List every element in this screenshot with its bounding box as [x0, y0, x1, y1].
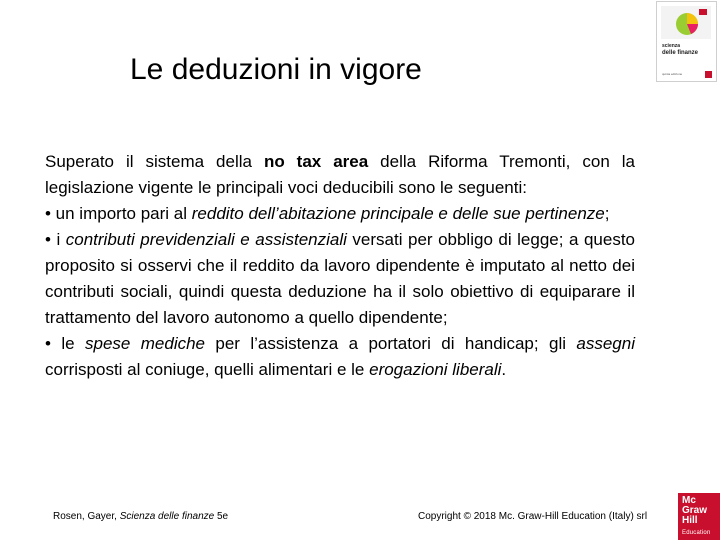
italic-term: spese mediche: [84, 334, 205, 353]
text-run: per l’assistenza a portatori di handicap; gli: [205, 334, 577, 353]
text-run: ;: [604, 204, 610, 223]
bullet-item-abitazione: [45, 201, 635, 227]
slide-title: Le deduzioni in vigore: [130, 53, 422, 86]
logo-text: Education: [682, 530, 711, 536]
logo-text: Hill: [682, 515, 698, 526]
italic-term: assegni: [576, 334, 635, 353]
logo-text: Mc: [682, 495, 696, 506]
text-run: versati per obbligo di legge; a questo proposito si osservi che il reddito da lavoro dipendente è imputato al netto dei contributi sociali, quindi questa deduzione ha il solo obiettivo di equiparare il trattamento del lavoro autonomo a quello dipendente;: [45, 230, 635, 327]
footer-citation: [53, 511, 228, 523]
footer-copyright: Copyright © 2018 Mc. Graw-Hill Education (Italy) srl: [418, 511, 648, 522]
mcgraw-hill-logo: [678, 493, 720, 540]
text-run: 5e: [214, 511, 229, 522]
slide-body: [45, 149, 635, 383]
cover-graphic: [661, 6, 711, 39]
text-run: Rosen, Gayer,: [53, 511, 120, 522]
bold-term: no tax area: [263, 152, 369, 171]
cover-publisher-logo: [705, 71, 712, 78]
text-run: • i: [45, 230, 66, 249]
book-cover-image: [656, 1, 717, 82]
text-run: della Riforma Tremonti, con la legislazione vigente le principali voci deducibili sono le seguenti:: [45, 152, 635, 197]
text-run: corrisposti al coniuge, quelli alimentari e le: [45, 360, 370, 379]
bullet-item-contributi: [45, 227, 635, 331]
italic-book-title: Scienza delle finanze: [119, 511, 215, 522]
text-run: .: [501, 360, 507, 379]
cover-title-line2: delle finanze: [662, 50, 699, 56]
italic-term: reddito dell’abitazione principale e delle sue pertinenze: [191, 204, 605, 223]
cover-title-line1: scienza: [662, 43, 681, 49]
italic-term: contributi previdenziali e assistenziali: [65, 230, 347, 249]
text-run: • un importo pari al: [45, 204, 192, 223]
text-run: • le: [45, 334, 85, 353]
cover-subtitle: quinta edizione: [662, 72, 683, 76]
italic-term: erogazioni liberali: [369, 360, 502, 379]
text-run: Superato il sistema della: [45, 152, 264, 171]
bullet-item-spese: [45, 331, 635, 383]
paragraph-intro: [45, 149, 635, 201]
logo-text: Graw: [682, 505, 708, 516]
